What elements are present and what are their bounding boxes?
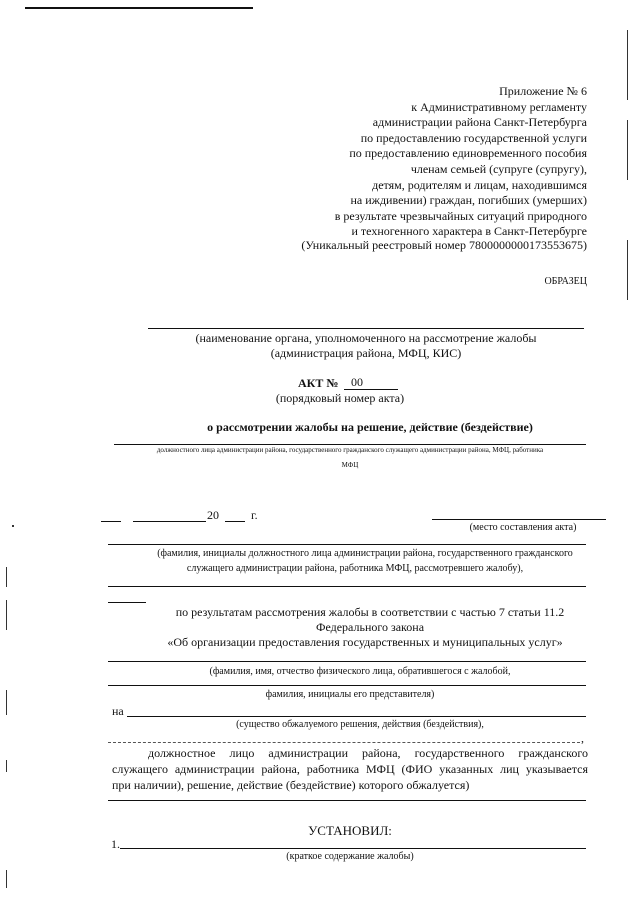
appendix-line: детям, родителям и лицам, находившимся: [372, 177, 587, 192]
organ-line: [148, 328, 584, 329]
appendix-line: и техногенного характера в Санкт-Петербурге: [351, 224, 587, 239]
date-year-line: [225, 521, 245, 522]
decision-prefix: на: [112, 704, 124, 718]
appendix-line: членам семьей (супруге (супругу),: [410, 161, 587, 176]
margin-mark: [6, 870, 7, 888]
appendix-header: [227, 84, 587, 240]
date-month-line: [133, 521, 206, 522]
official-line: [108, 544, 586, 545]
appendix-line: к Административному регламенту: [411, 99, 587, 114]
appendix-line: Приложение № 6: [499, 84, 587, 98]
basis-line: «Об организации предоставления государственных и муниципальных услуг»: [167, 635, 563, 649]
act-subject-caption: МФЦ: [341, 461, 359, 469]
place-caption: (место составления акта): [469, 522, 577, 533]
official-line-3: [108, 602, 146, 603]
margin-mark: [6, 690, 7, 715]
decision-line-2: [108, 742, 580, 743]
registry-number: (Уникальный реестровый номер 7800000000173553675): [301, 238, 587, 252]
place-line: [432, 519, 606, 520]
appendix-line: по предоставлению государственной услуги: [360, 130, 587, 145]
scan-dot: [12, 525, 14, 527]
official-caption: (фамилия, инициалы должностного лица администрации района, государственного гражданского: [157, 548, 573, 559]
person-line: служащего администрации района, работника МФЦ (ФИО указанных лиц указывается: [112, 762, 588, 776]
decision-line: [127, 716, 586, 717]
item-number: 1.: [111, 837, 120, 851]
decision-caption: (существо обжалуемого решения, действия (бездействия),: [236, 719, 484, 730]
sample-label: ОБРАЗЕЦ: [544, 276, 587, 287]
act-subject-caption: должностного лица администрации района, государственного гражданского служащего администрации района, МФЦ, работника: [156, 446, 544, 454]
date-year-prefix: 20: [207, 508, 219, 522]
official-caption: служащего администрации района, работника МФЦ, рассмотревшего жалобу),: [186, 563, 524, 574]
margin-mark: [6, 567, 7, 587]
act-number: 00: [351, 375, 363, 389]
act-number-line: [344, 389, 398, 390]
top-rule: [25, 7, 253, 9]
applicant-line: [108, 661, 586, 662]
decision-comma: ,: [581, 731, 584, 745]
appendix-line: на иждивении) граждан, погибших (умерших): [350, 193, 587, 208]
date-day-line: [101, 521, 121, 522]
margin-mark: [6, 760, 7, 772]
applicant-caption: (фамилия, имя, отчество физического лица, обратившегося с жалобой,: [209, 666, 511, 677]
margin-mark: [627, 120, 628, 180]
date-year-suffix: г.: [251, 508, 258, 522]
act-label: АКТ №: [298, 376, 339, 390]
act-subject-line: [114, 444, 586, 445]
applicant-line-2: [108, 685, 586, 686]
applicant-caption: фамилия, инициалы его представителя): [265, 689, 435, 700]
person-line: должностное лицо администрации района, государственного гражданского: [148, 746, 588, 760]
appendix-line: администрации района Санкт-Петербурга: [372, 115, 587, 130]
person-line: при наличии), решение, действие (бездействие) которого обжалуется): [112, 778, 470, 792]
item-caption: (краткое содержание жалобы): [286, 851, 414, 862]
person-line-under: [108, 800, 586, 801]
act-number-caption: (порядковый номер акта): [275, 391, 405, 405]
margin-mark: [627, 240, 628, 300]
official-line-2: [108, 586, 586, 587]
organ-caption: (администрация района, МФЦ, КИС): [270, 346, 462, 360]
margin-mark: [627, 30, 628, 100]
organ-caption: (наименование органа, уполномоченного на рассмотрение жалобы: [195, 331, 537, 345]
item-line: [120, 848, 586, 849]
established-title: УСТАНОВИЛ:: [308, 823, 392, 838]
act-title: о рассмотрении жалобы на решение, действие (бездействие): [207, 420, 533, 434]
appendix-line: по предоставлению единовременного пособия: [349, 146, 587, 161]
basis-line: по результатам рассмотрения жалобы в соответствии с частью 7 статьи 11.2: [175, 605, 565, 619]
appendix-line: в результате чрезвычайных ситуаций природного: [334, 208, 587, 223]
person-text: [112, 745, 588, 793]
margin-mark: [6, 600, 7, 630]
basis-line: Федерального закона: [315, 620, 425, 634]
